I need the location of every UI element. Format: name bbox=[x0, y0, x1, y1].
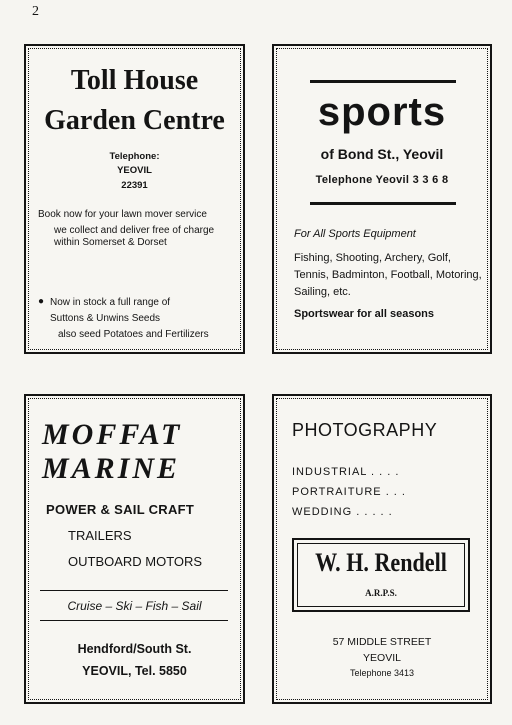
sports-activities: Fishing, Shooting, Archery, Golf, Tennis, Badminton, Football, Motoring, Sailing, etc. bbox=[294, 252, 482, 298]
moffat-trailers: TRAILERS bbox=[68, 528, 132, 543]
sports-name: sports bbox=[317, 90, 447, 134]
moffat-address: Hendford/South St. bbox=[77, 642, 192, 656]
service-wedding: WEDDING . . . . . bbox=[292, 506, 393, 518]
sports-bottom-rule bbox=[310, 202, 456, 205]
toll-house-title-line2: Garden Centre bbox=[44, 105, 225, 136]
moffat-outboard: OUTBOARD MOTORS bbox=[68, 554, 203, 569]
toll-house-title-line1: Toll House bbox=[70, 65, 199, 96]
rendell-telephone: Telephone 3413 bbox=[349, 668, 415, 678]
toll-house-telephone-town: YEOVIL bbox=[117, 165, 152, 176]
ad-rendell-photography bbox=[272, 394, 492, 704]
ad-moffat-marine bbox=[24, 394, 245, 704]
toll-house-within-line: within Somerset & Dorset bbox=[54, 237, 167, 248]
sports-sportswear: Sportswear for all seasons bbox=[294, 308, 434, 320]
ad-toll-house-garden-centre bbox=[24, 44, 245, 354]
moffat-telephone: YEOVIL, Tel. 5850 bbox=[82, 664, 187, 678]
rendell-street: 57 MIDDLE STREET bbox=[332, 636, 432, 648]
moffat-rule-top bbox=[40, 590, 228, 591]
bullet-icon: ● bbox=[38, 296, 45, 307]
moffat-power-sail: POWER & SAIL CRAFT bbox=[46, 502, 195, 517]
sports-tagline: For All Sports Equipment bbox=[294, 228, 416, 240]
photography-heading: PHOTOGRAPHY bbox=[292, 420, 438, 440]
toll-house-also-line: also seed Potatoes and Fertilizers bbox=[58, 329, 209, 340]
toll-house-book-line: Book now for your lawn mover service bbox=[38, 209, 207, 220]
rendell-qualification: A.R.P.S. bbox=[365, 588, 397, 598]
moffat-rule-bottom bbox=[40, 620, 228, 621]
service-industrial: INDUSTRIAL . . . . bbox=[292, 466, 400, 478]
toll-house-telephone-number: 22391 bbox=[121, 180, 148, 191]
toll-house-telephone-label: Telephone: bbox=[109, 151, 160, 162]
moffat-name-line1: MOFFAT bbox=[42, 418, 183, 451]
rendell-name-box bbox=[292, 538, 470, 612]
moffat-name-line2: MARINE bbox=[42, 452, 181, 485]
sports-top-rule bbox=[310, 80, 456, 83]
sports-location: of Bond St., Yeovil bbox=[320, 146, 444, 162]
ad-sports-bond-st bbox=[272, 44, 492, 354]
sports-telephone: Telephone Yeovil 3 3 6 8 bbox=[315, 174, 449, 186]
moffat-slogan: Cruise – Ski – Fish – Sail bbox=[67, 599, 202, 613]
toll-house-suttons-line: Suttons & Unwins Seeds bbox=[50, 313, 161, 324]
page-number: 2 bbox=[32, 4, 39, 19]
service-portraiture: PORTRAITURE . . . bbox=[292, 486, 406, 498]
rendell-name: W. H. Rendell bbox=[315, 548, 447, 577]
toll-house-collect-line: we collect and deliver free of charge bbox=[54, 225, 215, 236]
rendell-town: YEOVIL bbox=[363, 652, 401, 664]
toll-house-stock-line: Now in stock a full range of bbox=[50, 297, 171, 308]
